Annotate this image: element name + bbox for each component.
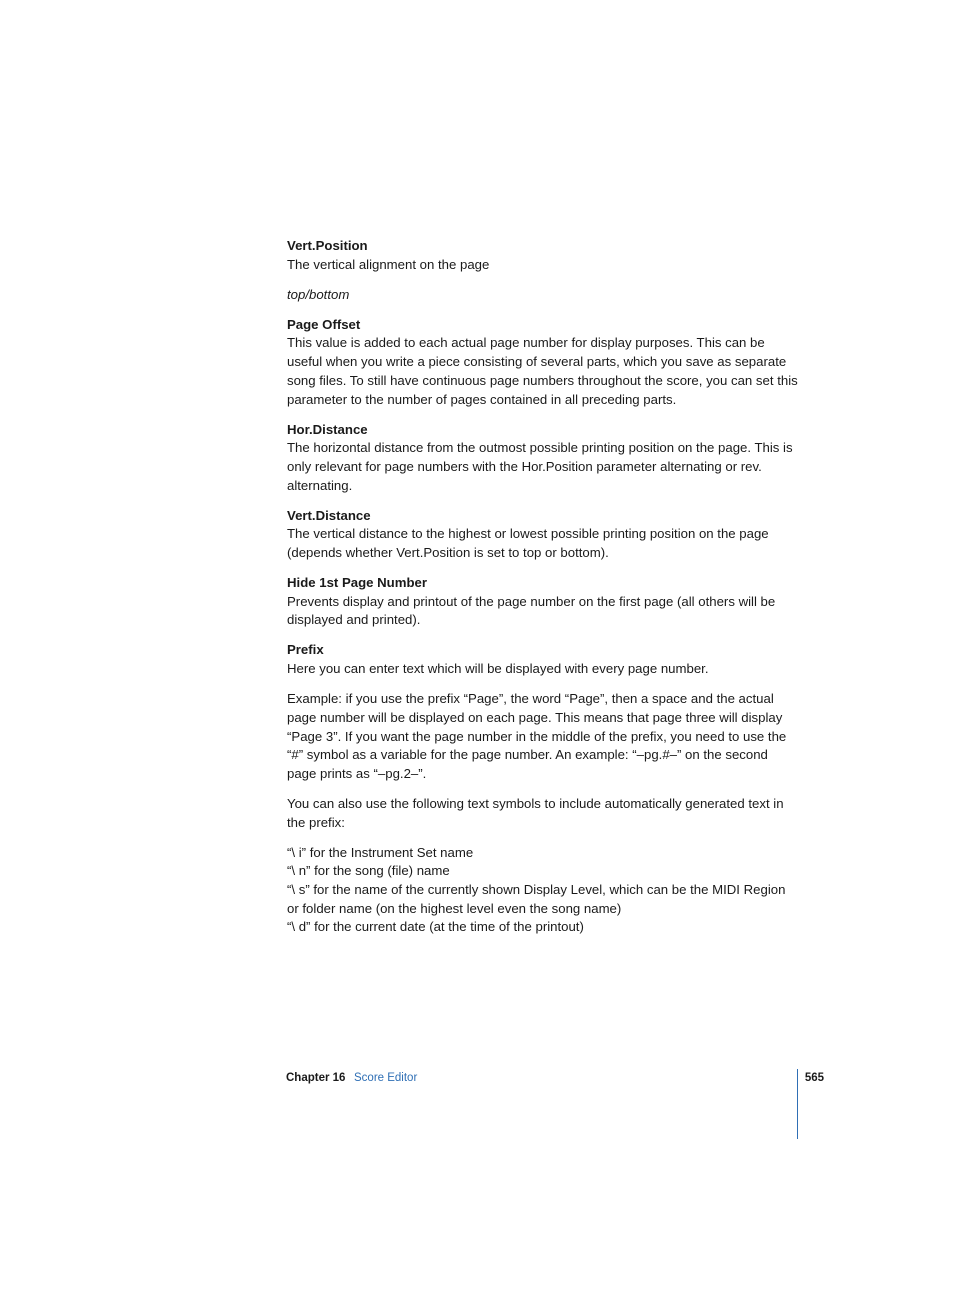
parameter-values: top/bottom bbox=[287, 286, 350, 302]
symbols-intro-paragraph: You can also use the following text symbols to include automatically generated text in the prefix: bbox=[287, 795, 784, 830]
section-heading: Vert.Position bbox=[287, 238, 368, 253]
symbol-item: “\ d” for the current date (at the time of the printout) bbox=[287, 919, 584, 935]
footer-chapter: Chapter 16 bbox=[286, 1072, 346, 1084]
section-description: Prevents display and printout of the page number on the first page (all others will be displayed and printed). bbox=[287, 593, 776, 628]
page-footer bbox=[286, 1070, 826, 1086]
section-heading: Hide 1st Page Number bbox=[287, 575, 427, 591]
prefix-symbols-list bbox=[287, 844, 799, 938]
section-description: The vertical distance to the highest or lowest possible printing position on the page (depends whether Vert.Position is set to top or bottom). bbox=[287, 526, 769, 561]
prefix-symbols-intro bbox=[287, 795, 799, 832]
section-description: This value is added to each actual page number for display purposes. This can be useful when you write a piece consisting of several parts, which you save as separate song files. To still have continuous page numbers throughout the score, you can set this parameter to the number of pages contained in all preceding parts. bbox=[287, 335, 798, 407]
document-body bbox=[287, 237, 799, 948]
example-paragraph: Example: if you use the prefix “Page”, the word “Page”, then a space and the actual page number will be displayed on each page. This means that page three will display “Page 3”. If you want the page number in the middle of the prefix, you need to use the “#” symbol as a variable for the page number. An example: “–pg.#–” on the second page prints as “–pg.2–”. bbox=[287, 691, 787, 781]
section-vert-position bbox=[287, 237, 799, 274]
footer-divider bbox=[797, 1069, 798, 1139]
symbol-item: “\ s” for the name of the currently shown Display Level, which can be the MIDI Region or folder name (on the highest level even the song name) bbox=[287, 882, 786, 916]
footer-section-link[interactable]: Score Editor bbox=[354, 1072, 418, 1084]
section-heading: Page Offset bbox=[287, 316, 361, 332]
prefix-example bbox=[287, 690, 799, 784]
section-heading: Hor.Distance bbox=[287, 421, 368, 437]
section-hide-first-page-number bbox=[287, 574, 799, 630]
section-prefix bbox=[287, 641, 799, 678]
section-values bbox=[287, 286, 799, 305]
page-number: 565 bbox=[804, 1072, 824, 1084]
symbol-item: “\ i” for the Instrument Set name bbox=[287, 844, 474, 860]
section-description: The horizontal distance from the outmost possible printing position on the page. This is only relevant for page numbers with the Hor.Position parameter alternating or rev. alternating. bbox=[287, 440, 793, 493]
section-heading: Prefix bbox=[287, 642, 324, 658]
section-description: Here you can enter text which will be displayed with every page number. bbox=[287, 661, 709, 677]
section-description: The vertical alignment on the page bbox=[287, 256, 490, 272]
section-hor-distance bbox=[287, 421, 799, 496]
section-page-offset bbox=[287, 316, 799, 410]
section-vert-distance bbox=[287, 507, 799, 563]
symbol-item: “\ n” for the song (file) name bbox=[287, 863, 450, 879]
section-heading: Vert.Distance bbox=[287, 507, 371, 523]
